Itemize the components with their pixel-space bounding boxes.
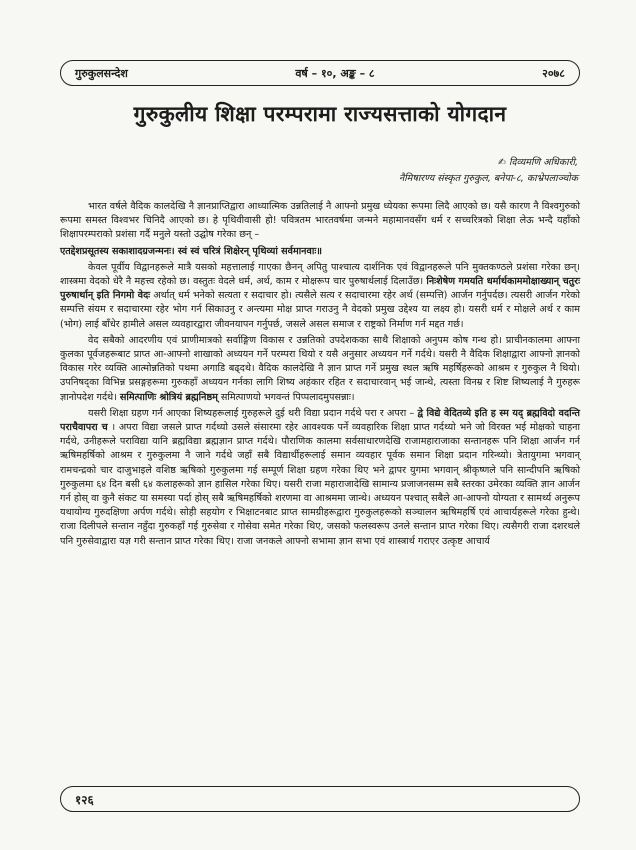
paragraph-text: । अपरा विद्या जसले प्राप्त गर्दथ्यो उसले संसारमा रहेर आवश्यक पर्ने व्यवहारिक शिक्षा प्राप्त गर्दथ्यो भने जो विरक्त भई मोक्षको चाहना गर्दथे, उनीहरूले पराविद्या यानि ब्रह्मविद्या ब्रह्मज्ञान प्राप्त गर्दथे। पौराणिक कालमा सर्वसाधारणदेखि राजामहाराजाका सन्तानहरू पनि शिक्षा आर्जन गर्न ऋषिमहर्षिको आश्रम र गुरुकुलमा नै जाने गर्दथे जहाँ सबै विद्यार्थीहरूलाई समान व्यवहार पूर्वक समान शिक्षा प्रदान गरिन्थ्यो। त्रेतायुगमा भगवान् रामचन्द्रको चार दाजुभाइले वशिष्ठ ऋषिको गुरुकुलमा गई सम्पूर्ण शिक्षा ग्रहण गरेका थिए भने द्वापर युगमा भगवान् श्रीकृष्णले पनि सान्दीपनि ऋषिको गुरुकुलमा ६४ दिन बसी ६४ कलाहरूको ज्ञान हासिल गरेका थिए। यसरी राजा महाराजादेखि सामान्य प्रजाजनसम्म सबै स्तरका उमेरका व्यक्ति ज्ञान आर्जन गर्न होस् वा कुनै संकट या समस्या पर्दा होस् सबै ऋषिमहर्षिको शरणमा वा आश्रममा जान्थे। अध्ययन पश्चात् सबैले आ-आफ्नो योग्यता र सामर्थ्य अनुरूप यथायोग्य गुरुदक्षिणा अर्पण गर्दथे। सोही सहयोग र भिक्षाटनबाट प्राप्त सामग्रीहरूद्वारा गुरुकुलहरूको सञ्चालन ऋषिमहर्षि एवं आचार्यहरूले गरेका हुन्थे। राजा दिलीपले सन्तान नहुँदा गुरुकहाँ गई गुरुसेवा र गोसेवा समेत गरेका थिए, जसको फलस्वरूप उनले सन्तान प्राप्त गरेका थिए। त्यसैगरी राजा दशरथले पनि गुरुसेवाद्वारा यज्ञ गरी सन्तान प्राप्त गरेका थिए। राजा जनकले आफ्नो सभामा ज्ञान सभा एवं शास्त्रार्थ गराएर उत्कृष्ट आचार्य	[60, 422, 580, 547]
page-footer	[60, 786, 580, 812]
verse-quote: एतद्देशप्रसूतस्य सकाशादग्रजन्मनः। स्वं स्वं चरित्रं शिक्षेरन् पृथिव्यां सर्वमानवाः॥	[60, 245, 323, 257]
year: २०७८	[542, 66, 565, 80]
bold-quote: द्वे विद्ये वेदितव्ये इति ह स्म यद् ब्रह्मविदो वदन्ति पराचैवापरा च	[60, 407, 580, 434]
paragraph-text: केवल पूर्वीय विद्वानहरूले मात्रै यसको महत्तालाई गाएका छैनन् अपितु पाश्चात्य दार्शनिक एवं विद्वानहरूले पनि मुक्तकण्ठले प्रशंसा गरेका छन्। शास्त्रमा वेदको धेरै नै महत्त्व रहेको छ। वस्तुतः वेदले धर्म, अर्थ, काम र मोक्षरूप चार पुरुषार्थलाई दिलाउँछ।	[60, 261, 580, 288]
paragraph	[60, 334, 580, 405]
bold-quote: निःशेषेण गमयति धर्मार्थकाममोक्षाख्यान् चतुरः पुरुषार्थान् इति निगमो वेदः	[60, 276, 581, 302]
paragraph-text: वेद सबैको आदरणीय एवं प्राणीमात्रको सर्वाङ्गिण विकास र उन्नतिको उपदेशकका साथै शिक्षाको अनुपम कोष गन्थ हो। प्राचीनकालमा आफ्ना कुलका पूर्वजहरूबाट प्राप्त आ-आफ्नो शाखाको अध्ययन गर्ने परम्परा थियो र यसै अनुसार अध्ययन गर्ने गर्दथे। यसरी नै वैदिक शिक्षाद्वारा आफ्नो ज्ञानको विकास गरेर व्यक्ति आत्मोन्नतिको पथमा अगाडि बढ्दथे। वैदिक कालदेखि नै ज्ञान प्राप्त गर्ने प्रमुख स्थल ऋषि महर्षिहरूको आश्रम र गुरुकुल नै थियो। उपनिषद्का विभिन्न प्रसङ्गहरूमा गुरुकहाँ अध्ययन गर्नका लागि शिष्य अहंकार रहित र सदाचारवान् भई जान्थे, त्यस्ता विनम्र र शिष्ट शिष्यलाई नै गुरुहरू ज्ञानोपदेश गर्दथे।	[60, 334, 580, 403]
bold-quote: समित्पाणिः श्रोत्रियं ब्रह्मनिष्ठम्	[119, 391, 218, 403]
paragraph	[60, 407, 580, 549]
article-title: गुरुकुलीय शिक्षा परम्परामा राज्यसत्ताको योगदान	[133, 102, 507, 126]
paragraph-text: अर्थात् धर्म भनेको सत्यता र सदाचार हो। त्यसैले सत्य र सदाचारमा रहेर अर्थ (सम्पत्ति) आर्जन गर्नुपर्दछ। त्यसरी आर्जन गरेको सम्पत्ति संयम र सदाचारमा रहेर भोग गर्न सिकाउनु र अन्त्यमा मोक्ष प्राप्त गराउनु नै वेदको प्रमुख उद्देश्य या लक्ष्य हो। यसरी धर्म र मोक्षले अर्थ र काम (भोग) लाई बाँधेर हामीले असल व्यवहारद्वारा जीवनयापन गर्नुपर्छ, जसले असल समाज र राष्ट्रको निर्माण गर्न मद्दत गर्छ।	[60, 290, 580, 330]
paragraph-text: यसरी शिक्षा ग्रहण गर्न आएका शिष्यहरूलाई गुरुहरूले दुई थरी विद्या प्रदान गर्दथे परा र अपरा –	[88, 407, 415, 419]
author-name: ✍ दिव्यमणि अधिकारी,	[498, 157, 578, 168]
byline	[399, 155, 578, 187]
journal-name: गुरुकुलसन्देश	[75, 66, 128, 80]
paragraph-text: समित्पाणयो भगवन्तं पिप्पलादमुपसन्नाः।	[220, 391, 355, 403]
paragraph	[60, 261, 580, 332]
article-body	[60, 200, 580, 551]
paragraph: भारत वर्षले वैदिक कालदेखि नै ज्ञानप्राप्तिद्वारा आध्यात्मिक उन्नतिलाई नै आफ्नो प्रमुख ध्येयका रूपमा लिदै आएको छ। यसै कारण नै विश्वगुरुको रूपमा समस्त विश्वभर चिनिदै आएको छ। हे पृथिवीवासी हो! पवित्रतम भारतवर्षमा जन्मने महामानवसँग धर्म र सच्चरित्रको शिक्षा लेऊ भन्दै यहाँको शिक्षापरम्पराको प्रशंसा गर्दै मनुले यस्तो उद्घोष गरेका छन् –	[60, 201, 580, 241]
volume-issue: वर्ष – १०, अङ्क – ८	[295, 66, 375, 80]
page-number: १२६	[75, 792, 94, 807]
author-affiliation: नैमिषारण्य संस्कृत गुरुकुल, बनेपा-८, काभ्रेपलाञ्चोक	[398, 173, 578, 184]
running-header	[60, 60, 580, 86]
